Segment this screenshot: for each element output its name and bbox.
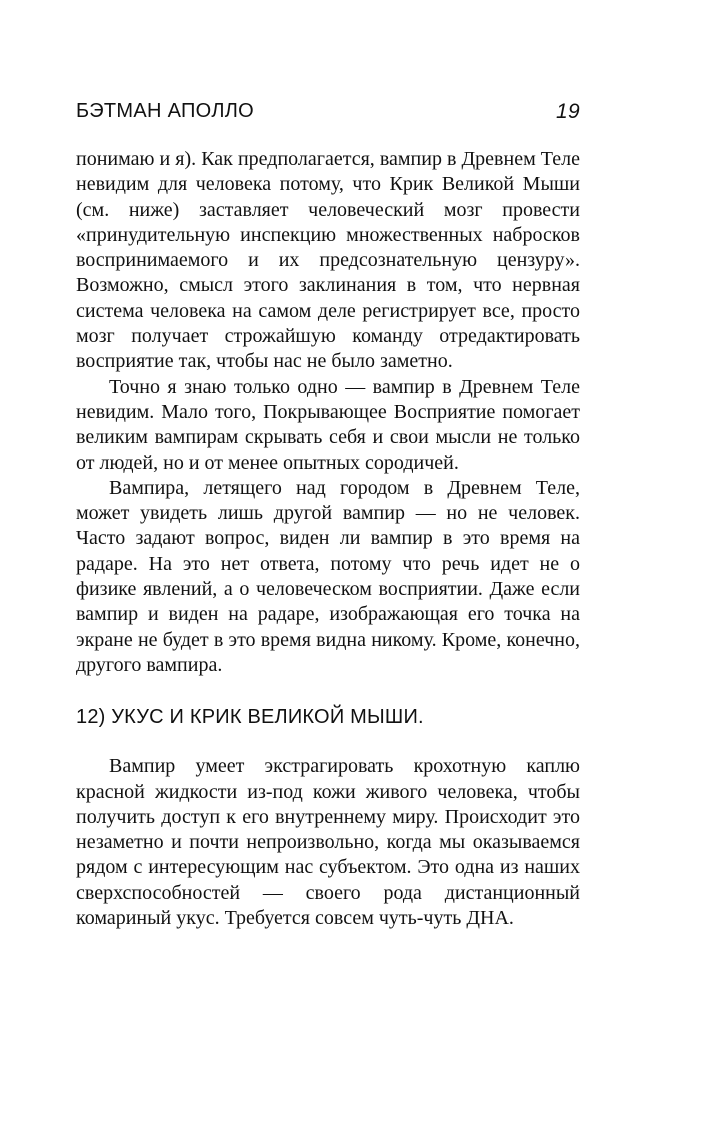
page-body (76, 147, 580, 931)
section-paragraph: Вампир умеет экстрагировать крохотную каплю красной жидкости из-под кожи живого человека, чтобы получить доступ к его внутреннему миру. Происходит это незаметно и почти непроизвольно, когда мы оказываемся рядом с интересующим нас субъектом. Это одна из наших сверхспособностей — своего рода дистанционный комариный укус. Требуется совсем чуть-чуть ДНА. (76, 755, 580, 930)
page-number: 19 (556, 100, 580, 123)
paragraph: Точно я знаю только одно — вампир в Древнем Теле невидим. Мало того, Покрывающее Восприятие помогает великим вампирам скрывать себя и свои мысли не только от людей, но и от менее опытных сородичей. (76, 375, 580, 474)
section-heading: 12) УКУС И КРИК ВЕЛИКОЙ МЫШИ. (76, 706, 424, 729)
paragraph: Вампира, летящего над городом в Древнем Теле, может увидеть лишь другой вампир — но не человек. Часто задают вопрос, виден ли вампир в это время на радаре. На это нет ответа, потому что речь идет не о физике явлений, а о человеческом восприятии. Даже если вампир и виден на радаре, изображающая его точка на экране не будет в это время видна никому. Кроме, конечно, другого вампира. (76, 476, 580, 676)
paragraph-continued: понимаю и я). Как предполагается, вампир в Древнем Теле невидим для человека потому, что Крик Великой Мыши (см. ниже) заставляет человеческий мозг провести «принудительную инспекцию множественных набросков воспринимаемого и их предсознательную цензуру». Возможно, смысл этого заклинания в том, что нервная система человека на самом деле регистрирует все, просто мозг получает строжайшую команду отредактировать восприятие так, чтобы нас не было заметно. (76, 148, 580, 373)
running-title: БЭТМАН АПОЛЛО (76, 100, 255, 122)
running-head (76, 100, 580, 130)
